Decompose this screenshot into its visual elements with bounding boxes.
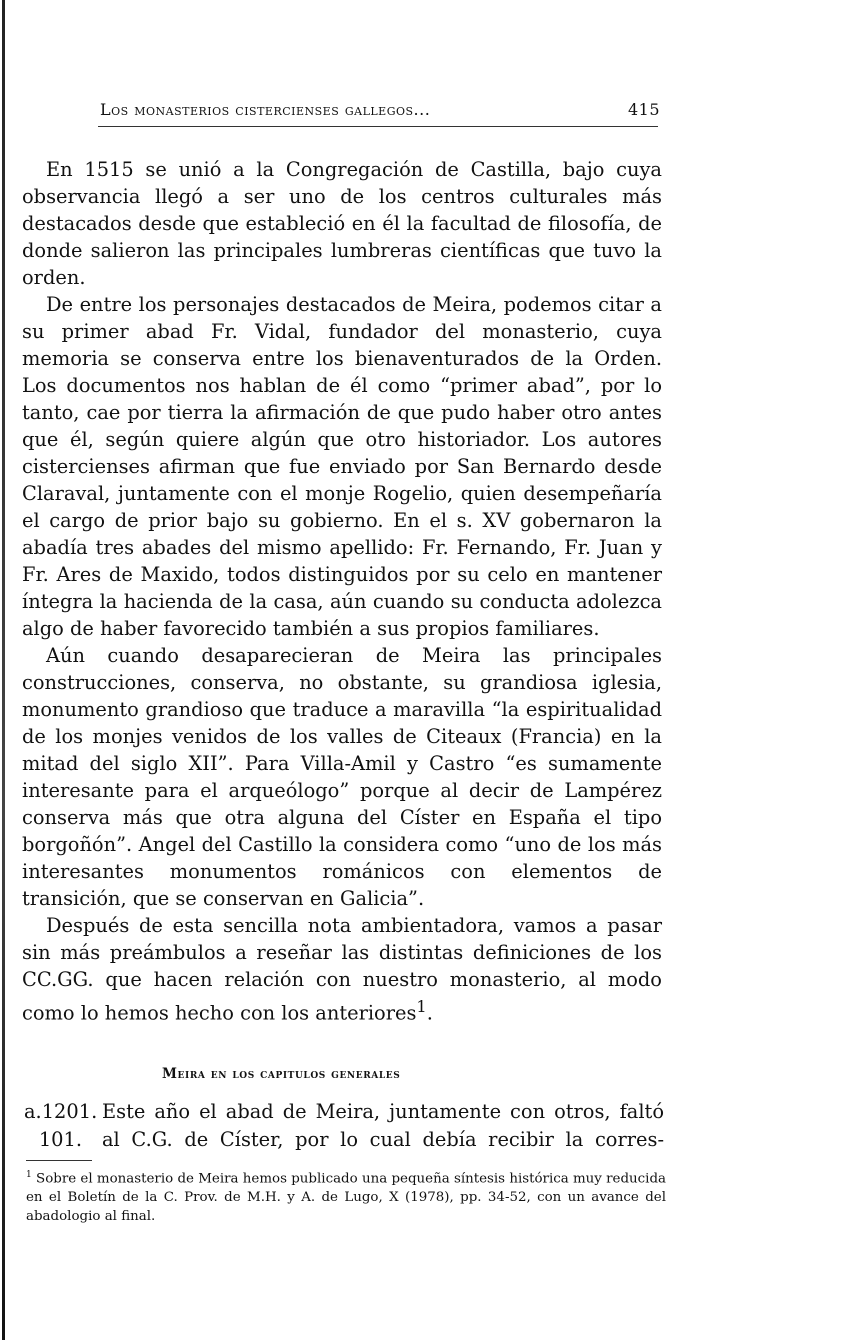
paragraph: De entre los personajes destacados de Meira, podemos citar a su primer abad Fr. Vidal, fundador del monasterio, cuya memoria se conserva entre los bienaventurados de la Orden. Los documentos nos hablan de él como “primer abad”, por lo tanto, cae por tierra la afirmación de que pudo haber otro antes que él, según quiere algún que otro historiador. Los autores cistercienses afirman que fue enviado por San Bernardo desde Claraval, juntamente con el monje Rogelio, quien desempeñaría el cargo de prior bajo su gobierno. En el s. XV gobernaron la abadía tres abades del mismo apellido: Fr. Fernando, Fr. Juan y Fr. Ares de Maxido, todos distinguidos por su celo en mantener íntegra la hacienda de la casa, aún cuando su conducta adolezca algo de haber favorecido también a sus propios familiares. (22, 293, 662, 640)
entry-number: 101. (38, 1128, 82, 1151)
footnote-marker: 1 (26, 1170, 32, 1180)
footnote-text: Sobre el monasterio de Meira hemos publicado una pequeña síntesis histórica muy reducida en el Boletín de la C. Prov. de M.H. y A. de Lugo, X (1978), pp. 34-52, con un avance del abadologio al final. (26, 1171, 666, 1225)
body-text (22, 156, 662, 1026)
entry-line (24, 1098, 664, 1126)
page-number: 415 (627, 100, 660, 119)
chapter-entry (24, 1098, 664, 1154)
entry-line (24, 1126, 664, 1154)
footnote-reference: 1 (416, 997, 427, 1016)
entry-text: al C.G. de Císter, por lo cual debía recibir la corres- (102, 1128, 664, 1151)
footnote-rule (26, 1160, 92, 1161)
paragraph: Aún cuando desaparecieran de Meira las principales construcciones, conserva, no obstante, su grandiosa iglesia, monumento grandioso que traduce a maravilla “la espiritualidad de los monjes venidos de los valles de Citeaux (Francia) en la mitad del siglo XII”. Para Villa-Amil y Castro “es sumamente interesante para el arqueólogo” porque al decir de Lampérez conserva más que otra alguna del Císter en España el tipo borgoñón”. Angel del Castillo la considera como “uno de los más interesantes monumentos románicos con elementos de transición, que se conservan en Galicia”. (22, 644, 662, 910)
entry-number: a.1201. (24, 1100, 98, 1123)
running-header-title: Los monasterios cistercienses gallegos... (100, 100, 431, 119)
section-heading: Meira en los capitulos generales (162, 1066, 401, 1082)
paragraph (22, 912, 662, 1026)
paragraph: En 1515 se unió a la Congregación de Castilla, bajo cuya observancia llegó a ser uno de los centros culturales más destacados desde que estableció en él la facultad de filosofía, de donde salieron las principales lumbreras científicas que tuvo la orden. (22, 158, 662, 289)
paragraph-end: . (426, 1001, 433, 1025)
footnote (26, 1166, 666, 1226)
entry-text: Este año el abad de Meira, juntamente con otros, faltó (102, 1100, 664, 1123)
running-header (100, 100, 660, 119)
header-rule (98, 126, 658, 127)
paragraph-text: Después de esta sencilla nota ambientadora, vamos a pasar sin más preámbulos a reseñar las distintas definiciones de los CC.GG. que hacen relación con nuestro monasterio, al modo como lo hemos hecho con los anteriores (22, 914, 662, 1025)
